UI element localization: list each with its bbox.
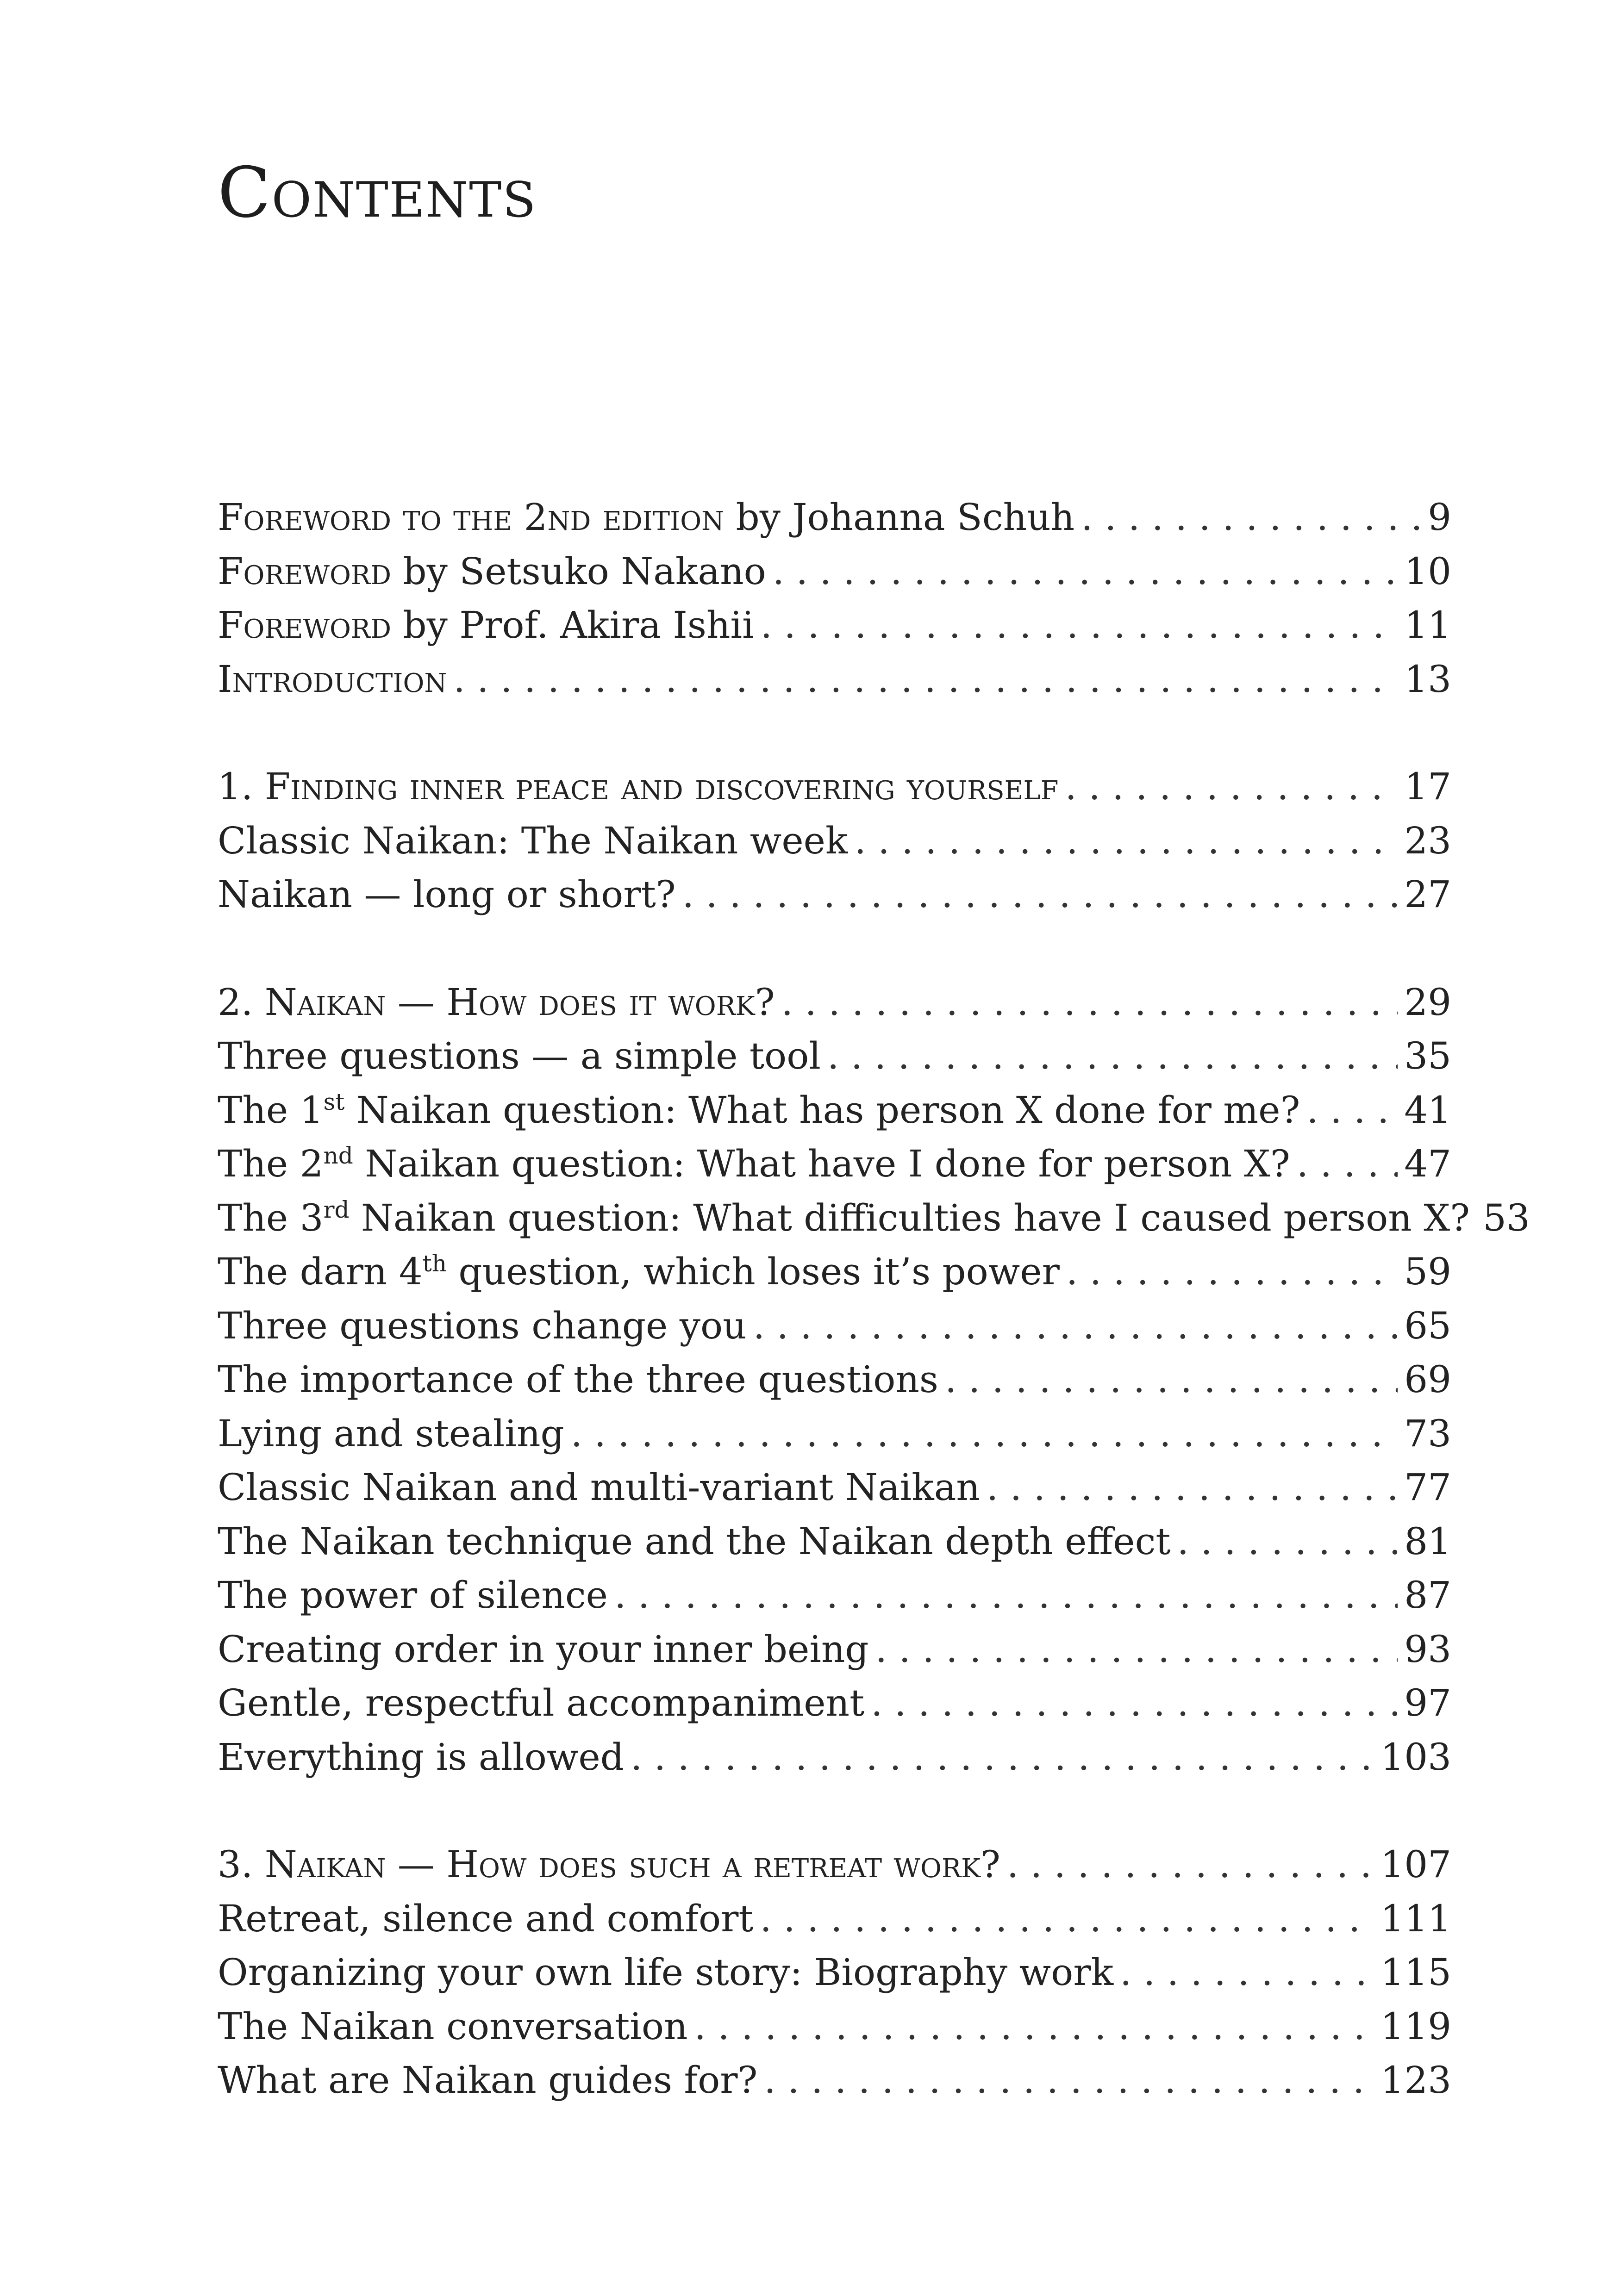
toc-entry-text: The Naikan conversation: [218, 2004, 688, 2048]
dot-leader: [694, 2000, 1374, 2054]
toc-page-number: 41: [1404, 1088, 1451, 1132]
toc-page-number: 17: [1404, 765, 1451, 808]
dot-leader: [773, 545, 1398, 599]
toc-entry[interactable]: [218, 1623, 1451, 1677]
toc-entry-text: The power of silence: [218, 1574, 608, 1617]
toc-entry-caps-text: 3. Naikan — How does such a retreat work?: [218, 1843, 1000, 1886]
dot-leader: [781, 976, 1398, 1030]
toc-entry-title: [218, 1515, 1171, 1569]
toc-entry-title: [218, 1137, 1290, 1191]
toc-entry-text: What are Naikan guides for?: [218, 2059, 758, 2102]
toc-entry[interactable]: [218, 1191, 1530, 1245]
dot-leader: [945, 1353, 1398, 1407]
toc-entry-title: [218, 598, 754, 653]
toc-entry-title: [218, 1838, 1000, 1892]
toc-entry[interactable]: [218, 1083, 1451, 1138]
dot-leader: [1120, 1946, 1374, 2000]
toc-entry[interactable]: [218, 1029, 1451, 1083]
toc-entry-text: The 2: [218, 1142, 324, 1185]
toc-entry-text: The importance of the three questions: [218, 1358, 938, 1401]
toc-page-number: 11: [1404, 604, 1451, 647]
toc-entry-title: [218, 1461, 980, 1515]
toc-entry-text: The Naikan technique and the Naikan depth effect: [218, 1519, 1171, 1563]
toc-page-number: 35: [1404, 1034, 1451, 1077]
toc-entry[interactable]: [218, 1892, 1451, 1946]
dot-leader: [1177, 1515, 1398, 1569]
toc-page-number: 103: [1380, 1735, 1451, 1779]
toc-page-number: 81: [1404, 1519, 1451, 1563]
toc-entry[interactable]: [218, 1245, 1451, 1299]
dot-leader: [682, 868, 1398, 922]
toc-entry[interactable]: [218, 868, 1451, 922]
toc-entry-title: [218, 1676, 864, 1730]
toc-entry-ordinal-suffix: nd: [323, 1142, 353, 1169]
toc-page-number: 123: [1380, 2059, 1451, 2102]
toc-page-number: 27: [1404, 873, 1451, 916]
toc-entry-ordinal-suffix: th: [422, 1250, 447, 1277]
toc-entry[interactable]: [218, 1568, 1451, 1623]
dot-leader: [753, 1299, 1398, 1353]
toc-entry[interactable]: [218, 814, 1451, 868]
toc-entry-text: Gentle, respectful accompaniment: [218, 1681, 865, 1724]
toc-entry-text: The 1: [218, 1088, 324, 1132]
toc-entry-text: Classic Naikan and multi-variant Naikan: [218, 1466, 980, 1509]
toc-page-number: 115: [1380, 1951, 1451, 1994]
toc-entry[interactable]: [218, 1730, 1451, 1785]
toc-entry-title: [218, 1191, 1470, 1245]
toc-entry[interactable]: [218, 491, 1451, 545]
toc-entry[interactable]: [218, 1299, 1451, 1353]
toc-entry[interactable]: [218, 1676, 1451, 1730]
toc-entry-byline: by Prof. Akira Ishii: [391, 604, 754, 647]
toc-entry-text: Organizing your own life story: Biography work: [218, 1951, 1114, 1994]
toc-entry[interactable]: [218, 2053, 1451, 2108]
toc-entry-title: [218, 1730, 624, 1785]
dot-leader: [614, 1568, 1398, 1623]
toc-entry-title: [218, 2000, 688, 2054]
toc-page-number: 10: [1404, 549, 1451, 593]
toc-entry-text: Lying and stealing: [218, 1412, 564, 1455]
dot-leader: [760, 1892, 1374, 1946]
toc-entry-text-continued: Naikan question: What has person X done for me?: [344, 1088, 1300, 1132]
toc-entry-title: [218, 491, 1074, 545]
dot-leader: [1306, 1083, 1398, 1138]
toc-page-number: 47: [1404, 1142, 1451, 1185]
toc-entry-title: [218, 1407, 564, 1461]
page-title: Contents: [218, 153, 537, 233]
toc-page-number: 77: [1404, 1466, 1451, 1509]
toc-entry[interactable]: [218, 653, 1451, 707]
toc-page-number: 97: [1404, 1681, 1451, 1724]
toc-entry-title: [218, 1568, 608, 1623]
toc-entry-text-continued: Naikan question: What have I done for person X?: [353, 1142, 1290, 1185]
toc-entry-text: Three questions — a simple tool: [218, 1034, 821, 1077]
toc-entry-text: The darn 4: [218, 1250, 423, 1293]
toc-entry-ordinal-suffix: st: [323, 1088, 345, 1115]
toc-entry-text: Three questions change you: [218, 1304, 747, 1347]
dot-leader: [764, 2053, 1374, 2108]
toc-page-number: 69: [1404, 1358, 1451, 1401]
toc-entry-text: Classic Naikan: The Naikan week: [218, 819, 848, 862]
toc-entry[interactable]: [218, 1353, 1451, 1407]
dot-leader: [1065, 760, 1398, 814]
toc-entry-text-continued: question, which loses it’s power: [446, 1250, 1060, 1293]
toc-page-number: 87: [1404, 1574, 1451, 1617]
toc-section: [218, 976, 1530, 1785]
dot-leader: [631, 1730, 1374, 1785]
dot-leader: [854, 814, 1398, 868]
toc-entry-title: [218, 653, 447, 707]
toc-entry-byline: by Johanna Schuh: [724, 496, 1075, 539]
toc-entry[interactable]: [218, 1461, 1451, 1515]
table-of-contents: [218, 491, 1530, 2161]
toc-page-number: 23: [1404, 819, 1451, 862]
dot-leader: [871, 1676, 1398, 1730]
toc-entry-title: [218, 1892, 754, 1946]
toc-page-number: 9: [1428, 496, 1451, 539]
toc-entry-text: Retreat, silence and comfort: [218, 1897, 754, 1940]
toc-page-number: 29: [1404, 980, 1451, 1024]
toc-entry-text: Creating order in your inner being: [218, 1627, 869, 1671]
toc-entry-caps-text: Foreword: [218, 604, 391, 647]
toc-entry-title: [218, 814, 848, 868]
toc-entry-title: [218, 1353, 938, 1407]
toc-entry-title: [218, 1946, 1113, 2000]
toc-page-number: 59: [1404, 1250, 1451, 1293]
toc-entry-caps-text: 2. Naikan — How does it work?: [218, 980, 775, 1024]
toc-entry-caps-text: Introduction: [218, 657, 447, 701]
toc-entry-title: [218, 545, 766, 599]
dot-leader: [1066, 1245, 1398, 1299]
toc-page-number: 107: [1380, 1843, 1451, 1886]
toc-section: [218, 491, 1451, 706]
dot-leader: [827, 1029, 1398, 1083]
toc-section: [218, 760, 1451, 922]
dot-leader: [571, 1407, 1398, 1461]
dot-leader: [761, 598, 1398, 653]
toc-entry-text: Naikan — long or short?: [218, 873, 676, 916]
toc-section: [218, 1838, 1451, 2108]
toc-entry-title: [218, 1029, 821, 1083]
toc-page-number: 111: [1380, 1897, 1451, 1940]
toc-entry-byline: by Setsuko Nakano: [391, 549, 766, 593]
toc-entry-caps-text: Foreword to the 2nd edition: [218, 496, 725, 539]
toc-page-number: 73: [1404, 1412, 1451, 1455]
toc-entry-title: [218, 760, 1059, 814]
dot-leader: [1297, 1137, 1398, 1191]
toc-entry-text: The 3: [218, 1196, 324, 1239]
toc-entry[interactable]: [218, 2000, 1451, 2054]
toc-page-number: 13: [1404, 657, 1451, 701]
dot-leader: [987, 1461, 1398, 1515]
toc-entry-text-continued: Naikan question: What difficulties have I caused person X?: [349, 1196, 1470, 1239]
toc-entry[interactable]: [218, 1838, 1451, 1892]
toc-entry-title: [218, 868, 676, 922]
toc-entry[interactable]: [218, 760, 1451, 814]
toc-entry-title: [218, 2053, 757, 2108]
toc-entry[interactable]: [218, 1515, 1451, 1569]
toc-entry-caps-text: 1. Finding inner peace and discovering yourself: [218, 765, 1059, 808]
toc-entry-caps-text: Foreword: [218, 549, 391, 593]
toc-page-number: 53: [1483, 1196, 1530, 1239]
toc-page-number: 119: [1380, 2004, 1451, 2048]
toc-entry-title: [218, 1083, 1300, 1138]
toc-entry[interactable]: [218, 598, 1451, 653]
dot-leader: [875, 1623, 1398, 1677]
toc-entry[interactable]: [218, 1946, 1451, 2000]
toc-entry-title: [218, 1299, 747, 1353]
dot-leader: [1007, 1838, 1374, 1892]
toc-entry-title: [218, 1623, 869, 1677]
toc-entry-title: [218, 976, 775, 1030]
toc-page-number: 93: [1404, 1627, 1451, 1671]
toc-entry[interactable]: [218, 976, 1451, 1030]
toc-entry-text: Everything is allowed: [218, 1735, 624, 1779]
toc-page-number: 65: [1404, 1304, 1451, 1347]
toc-entry[interactable]: [218, 545, 1451, 599]
dot-leader: [453, 653, 1398, 707]
toc-entry-title: [218, 1245, 1060, 1299]
toc-entry[interactable]: [218, 1407, 1451, 1461]
toc-entry[interactable]: [218, 1137, 1451, 1191]
dot-leader: [1081, 491, 1421, 545]
toc-entry-ordinal-suffix: rd: [323, 1196, 350, 1223]
